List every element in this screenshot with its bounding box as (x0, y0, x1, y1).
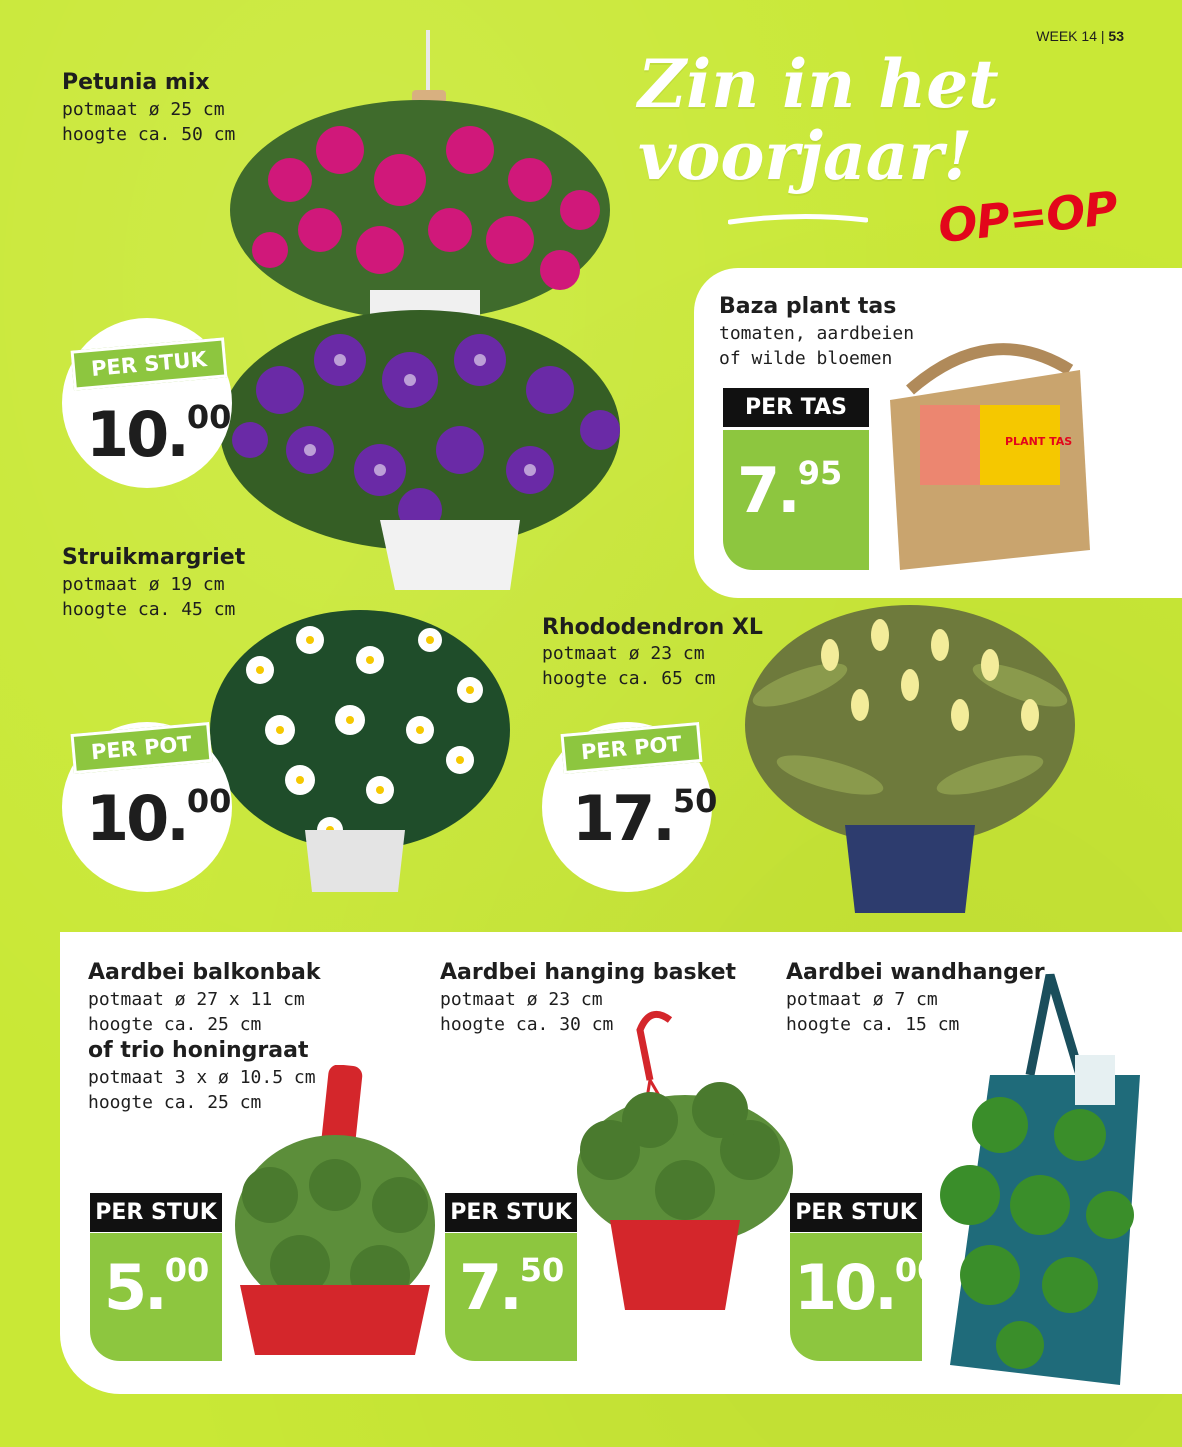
balkonbak-line2: hoogte ca. 25 cm (88, 1014, 262, 1035)
rhodo-potmaat: potmaat ø 23 cm (542, 643, 705, 664)
balkonbak-plant-image (230, 1065, 440, 1365)
wandhanger-title: Aardbei wandhanger (786, 960, 1045, 985)
margriet-potmaat: potmaat ø 19 cm (62, 574, 225, 595)
basket-price (459, 1251, 564, 1324)
balkonbak-line3: potmaat 3 x ø 10.5 cm (88, 1067, 316, 1088)
margriet-price (86, 782, 231, 855)
margriet-plant-image (200, 600, 520, 900)
balkonbak-price-dec: 00 (164, 1251, 210, 1289)
week-page-label: WEEK 14 | 53 (1036, 28, 1124, 44)
margriet-price-dec: 00 (186, 782, 232, 820)
balkonbak-price (104, 1251, 209, 1324)
petunia-price-main: 10. (86, 398, 187, 471)
balkonbak-line4: hoogte ca. 25 cm (88, 1092, 262, 1113)
basket-price-dec: 50 (519, 1251, 565, 1289)
margriet-hoogte: hoogte ca. 45 cm (62, 599, 236, 620)
headline-line1: Zin in het (638, 45, 999, 123)
petunia-unit-tag: PER STUK (71, 337, 228, 390)
petunia-title: Petunia mix (62, 70, 210, 95)
plant-bag-image (880, 330, 1110, 580)
op-op-badge: OP=OP (935, 180, 1120, 254)
balkonbak-line1: potmaat ø 27 x 11 cm (88, 989, 305, 1010)
margriet-unit-tag: PER POT (71, 722, 213, 774)
margriet-price-main: 10. (86, 782, 187, 855)
basket-line2: hoogte ca. 30 cm (440, 1014, 614, 1035)
headline (638, 45, 999, 195)
bag-line1: tomaten, aardbeien (719, 323, 915, 344)
wandhanger-plant-image (930, 965, 1160, 1390)
basket-title: Aardbei hanging basket (440, 960, 737, 985)
wandhanger-price-main: 10. (794, 1251, 895, 1324)
bag-price-box (723, 430, 869, 570)
rhodo-price (572, 782, 717, 855)
balkonbak-price-main: 5. (104, 1251, 165, 1324)
balkonbak-price-box (90, 1233, 222, 1361)
petunia-potmaat: potmaat ø 25 cm (62, 99, 225, 120)
rhodo-unit-tag: PER POT (561, 722, 703, 774)
bag-printed-text: PLANT TAS (1005, 435, 1073, 448)
wandhanger-line2: hoogte ca. 15 cm (786, 1014, 960, 1035)
week-label: WEEK 14 (1036, 28, 1097, 44)
basket-price-main: 7. (459, 1251, 520, 1324)
wandhanger-line1: potmaat ø 7 cm (786, 989, 938, 1010)
rhodo-hoogte: hoogte ca. 65 cm (542, 668, 716, 689)
headline-line2: voorjaar! (638, 117, 973, 195)
wandhanger-price-dec: 00 (894, 1251, 940, 1289)
bag-price-main: 7. (737, 454, 798, 527)
bag-price (737, 454, 842, 527)
rhododendron-plant-image (740, 595, 1080, 915)
balkonbak-title2: of trio honingraat (88, 1038, 309, 1063)
wandhanger-price-box (790, 1233, 940, 1361)
rhodo-title: Rhododendron XL (542, 615, 763, 640)
bag-unit-tag: PER TAS (723, 388, 869, 427)
wandhanger-price (794, 1251, 939, 1324)
petunia-price (86, 398, 231, 471)
petunia-plant-image (220, 30, 640, 600)
balkonbak-unit-tag: PER STUK (90, 1193, 222, 1232)
wandhanger-unit-tag: PER STUK (790, 1193, 922, 1232)
balkonbak-title: Aardbei balkonbak (88, 960, 321, 985)
margriet-title: Struikmargriet (62, 545, 246, 570)
basket-unit-tag: PER STUK (445, 1193, 577, 1232)
page-number: 53 (1108, 28, 1124, 44)
bag-title: Baza plant tas (719, 294, 897, 319)
petunia-price-dec: 00 (186, 398, 232, 436)
rhodo-price-dec: 50 (672, 782, 718, 820)
basket-line1: potmaat ø 23 cm (440, 989, 603, 1010)
rhodo-price-main: 17. (572, 782, 673, 855)
bag-line2: of wilde bloemen (719, 348, 893, 369)
petunia-hoogte: hoogte ca. 50 cm (62, 124, 236, 145)
hanging-basket-plant-image (570, 1000, 800, 1330)
bag-price-dec: 95 (797, 454, 843, 492)
basket-price-box (445, 1233, 577, 1361)
headline-swoosh (728, 212, 868, 226)
